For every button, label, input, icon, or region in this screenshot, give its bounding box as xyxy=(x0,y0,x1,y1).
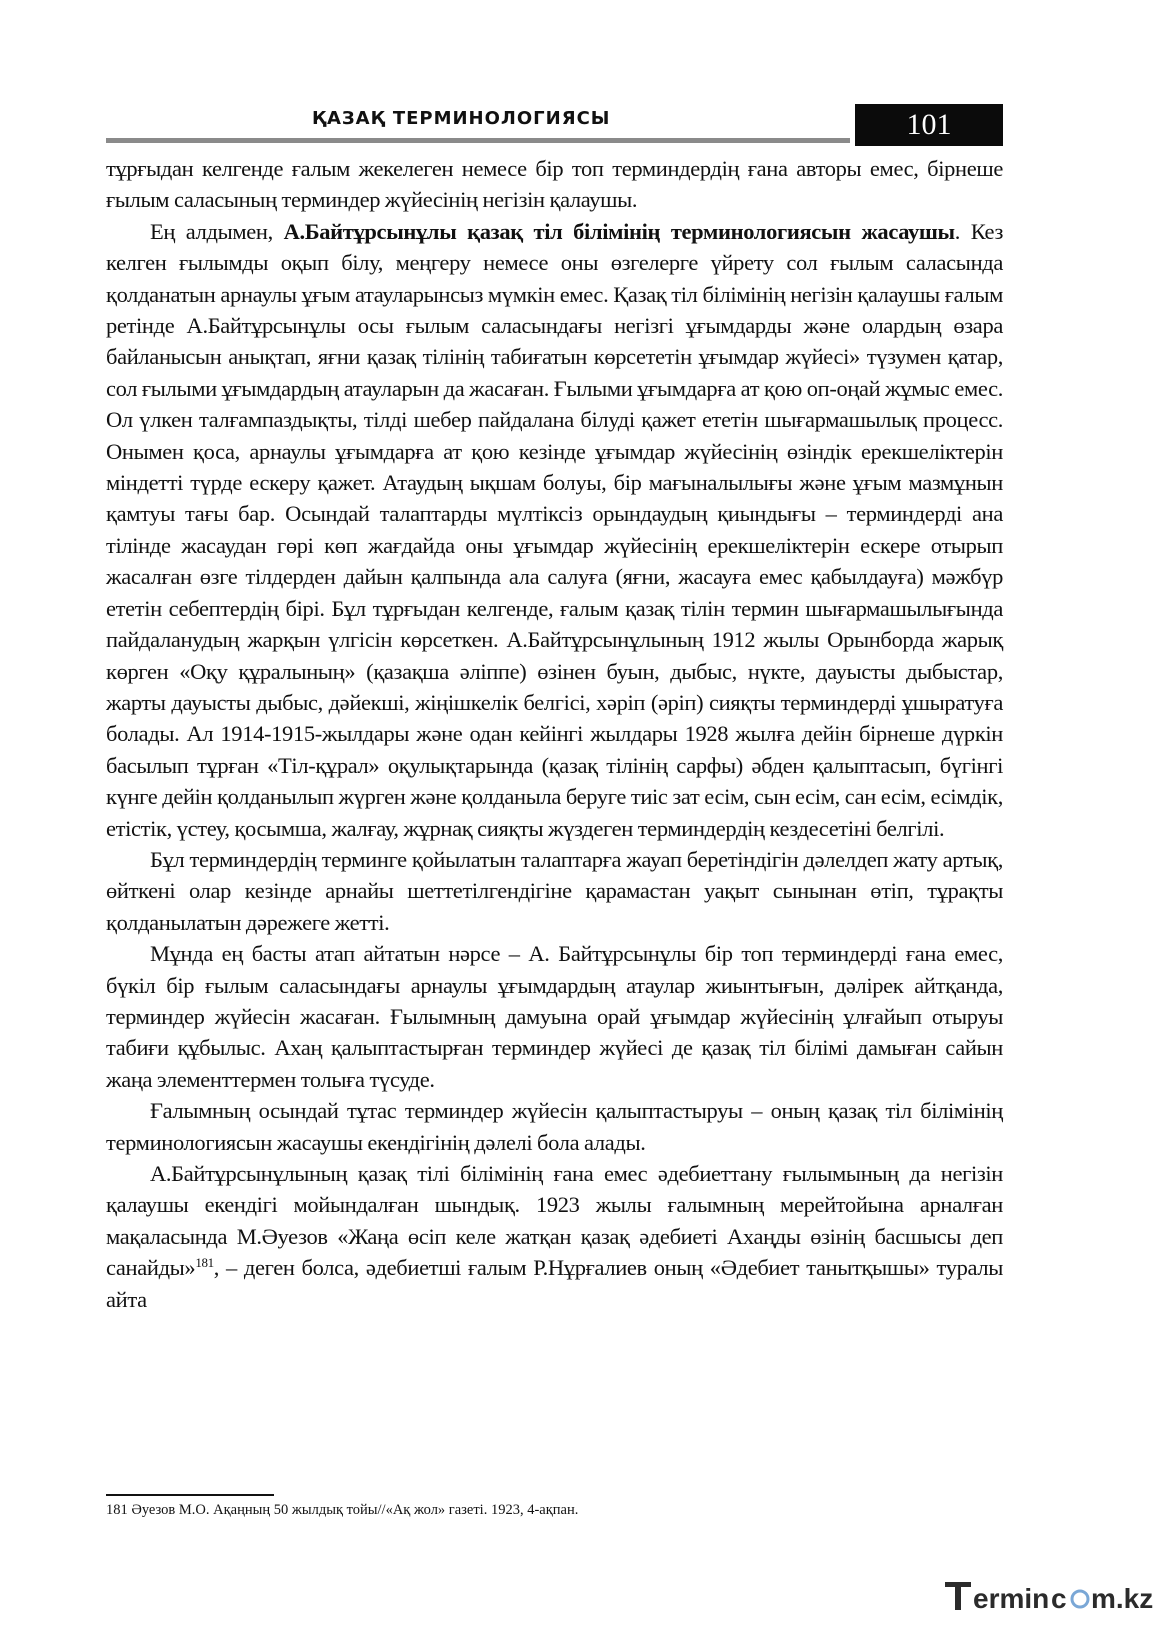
paragraph-3: Бұл терминдердің терминге қойылатын талаптарға жауап беретіндігін дәлелдеп жату артық, өйткені олар кезінде арнайы шеттетілгендігіне қарамастан уақыт сынынан өтіп, тұрақты қолданылатын дәрежеге жетті. xyxy=(106,846,1003,935)
paragraph-4: Мұнда ең басты атап айтатын нәрсе – А. Байтұрсынұлы бір топ терминдерді ғана емес, бүкіл бір ғылым саласындағы арнаулы ұғымдардың атаулар жиынтығын, дәлірек айтқанда, терминдер жүйесін жасаған. Ғылымның дамуына орай ұғымдар жүйесінің ұлғайып отыруы табиғи құбылыс. Ахаң қалыптастырған терминдер жүйесі де қазақ тіл білімі дамыған сайын жаңа элементтермен толыға түсуде. xyxy=(106,941,1003,1092)
footnote-rule xyxy=(106,1494,274,1496)
paragraph-5: Ғалымның осындай тұтас терминдер жүйесін қалыптастыруы – оның қазақ тіл білімінің терминологиясын жасаушы екендігінің дәлелі бола алады. xyxy=(106,1098,1003,1155)
paragraph-2-lead: Ең алдымен, xyxy=(150,218,284,244)
running-header-title: ҚАЗАҚ ТЕРМИНОЛОГИЯСЫ xyxy=(312,108,611,129)
footnote: 181 Әуезов М.О. Ақаңның 50 жылдық тойы//«Ақ жол» газеті. 1923, 4-ақпан. xyxy=(106,1502,579,1518)
paragraph-2-bold: А.Байтұрсынұлы қазақ тіл білімінің терминологиясын жасаушы xyxy=(283,218,955,244)
svg-text:m.kz: m.kz xyxy=(1091,1583,1154,1614)
footnote-reference[interactable]: 181 xyxy=(195,1255,214,1271)
svg-text:ermin: ermin xyxy=(973,1583,1050,1614)
watermark-logo xyxy=(943,1576,1154,1616)
paragraph-2 xyxy=(106,216,1003,844)
body-text xyxy=(106,153,1003,1315)
header-rule xyxy=(106,138,850,143)
paragraph-6-part-b: , – деген болса, әдебиетші ғалым Р.Нұрғалиев оның «Әдебиет танытқышы» туралы айта xyxy=(106,1255,1003,1312)
page-number: 101 xyxy=(855,104,1003,146)
paragraph-6-part-a: А.Байтұрсынұлының қазақ тілі білімінің ғана емес әдебиеттану ғылымының да негізін қалаушы екендігі мойындалған шындық. 1923 жылы ғалымның мерейтойына арналған мақаласында М.Әуезов «Жаңа өсіп келе жатқан қазақ әдебиеті Ахаңды өзінің басшысы деп санайды» xyxy=(106,1161,1003,1281)
paragraph-6 xyxy=(106,1158,1003,1315)
paragraph-2-rest: . Кез келген ғылымды оқып білу, меңгеру немесе оны өзгелерге үйрету сол ғылым саласында қолданатын арнаулы ұғым атауларынсыз мүмкін емес. Қазақ тіл білімінің негізін қалаушы ғалым ретінде А.Байтұрсынұлы осы ғылым саласындағы негізгі ұғымдарды және олардың өзара байланысын анықтап, яғни қазақ тілінің табиғатын көрсететін ұғымдар жүйесі» түзумен қатар, сол ғылыми ұғымдардың атауларын да жасаған. Ғылыми ұғымдарға ат қою оп-оңай жұмыс емес. Ол үлкен талғампаздықты, тілді шебер пайдалана білуді қажет ететін шығармашылық процесс. Онымен қоса, арнаулы ұғымдарға ат қою кезінде ұғымдар жүйесінің өзіндік ерекшеліктерін міндетті түрде ескеру қажет. Атаудың ықшам болуы, бір мағыналылығы және ұғым мазмұнын қамтуы тағы бар. Осындай талаптарды мүлтіксіз орындаудың қиындығы – терминдерді ана тілінде жасаудан гөрі көп жағдайда оны ұғымдар жүйесінің ерекшеліктерін ескере отырып жасалған өзге тілдерден дайын қалпында ала салуға (яғни, жасауға емес қабылдауға) мәжбүр ететін себептердің бірі. Бұл тұрғыдан келгенде, ғалым қазақ тілін термин шығармашылығында пайдаланудың жарқын үлгісін көрсеткен. А.Байтұрсынұлының 1912 жылы Орынборда жарық көрген «Оқу құралының» (қазақша әліппе) өзінен буын, дыбыс, нүкте, дауысты дыбыстар, жарты дауысты дыбыс, дәйекші, жіңішкелік белгісі, хәріп (әріп) сияқты терминдерді ұшыратуға болады. Ал 1914-1915-жылдары және одан кейінгі жылдары 1928 жылға дейін бірнеше дүркін басылып тұрған «Тіл-құрал» оқулықтарында (қазақ тілінің сарфы) әбден қалыптасып, бүгінгі күнге дейін қолданылып жүрген және қолданыла беруге тиіс зат есім, сын есім, сан есім, есімдік, етістік, үстеу, қосымша, жалғау, жұрнақ сияқты жүздеген терминдердің кездесетіні белгілі. xyxy=(106,218,1003,841)
svg-text:c: c xyxy=(1051,1583,1067,1614)
paragraph-1: тұрғыдан келгенде ғалым жекелеген немесе бір топ терминдердің ғана авторы емес, бірнеше ғылым саласының терминдер жүйесінің негізін қалаушы. xyxy=(106,156,1003,213)
